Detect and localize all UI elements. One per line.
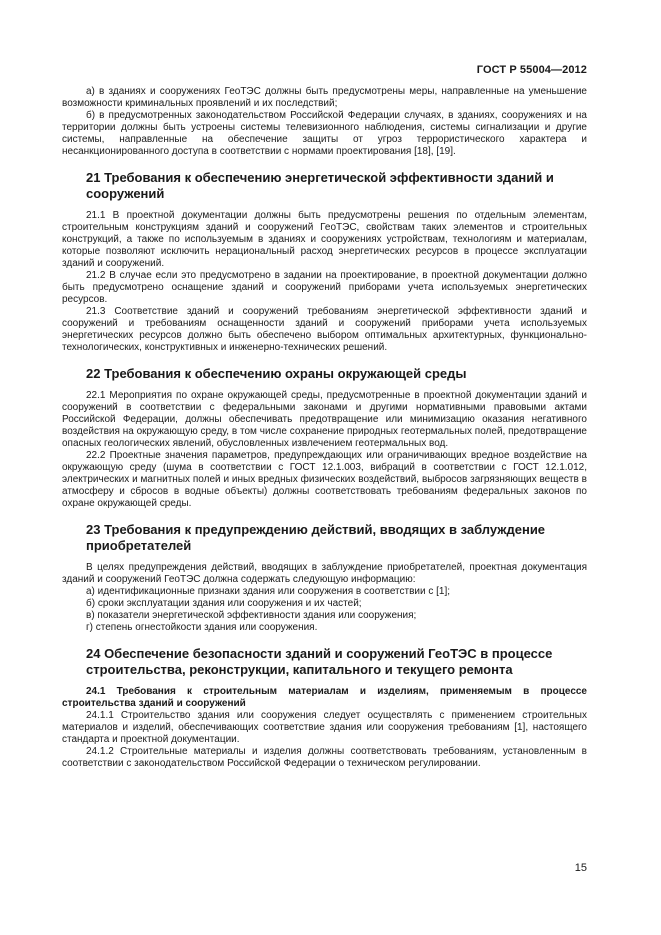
page-content bbox=[62, 86, 587, 770]
intro-item-a: а) в зданиях и сооружениях ГеоТЭС должны быть предусмотрены меры, направленные на уменьшение возможности криминальных проявлений и их последствий; bbox=[62, 86, 587, 109]
list-item: а) идентификационные признаки здания или сооружения в соответствии с [1]; bbox=[86, 586, 451, 597]
clause-21-1: 21.1 В проектной документации должны быть предусмотрены решения по отдельным элементам, строительным конструкциям зданий и сооружений ГеоТЭС, свойствам таких элементов и строительных конструкций, а также по используемым в зданиях и сооружениях устройствам, технологиям и материалам, которые позволяют исключить нерациональный расход энергетических ресурсов в процессе эксплуатации зданий и сооружений. bbox=[62, 210, 587, 269]
section-23-title: 23 Требования к предупреждению действий, вводящих в заблуждение приобретателей bbox=[86, 522, 546, 553]
document-page bbox=[62, 0, 587, 935]
clause-21-3: 21.3 Соответствие зданий и сооружений требованиям энергетической эффективности зданий и сооружений и требованиям оснащенности зданий и сооружений приборами учета используемых энергетических ресурсов должно быть обеспечено выбором оптимальных архитектурных, функционально-технологических, конструктивных и инженерно-технических решений. bbox=[62, 306, 587, 353]
clause-21-2: 21.2 В случае если это предусмотрено в задании на проектирование, в проектной документации должно быть предусмотрено оснащение зданий и сооружений приборами учета используемых энергетических ресурсов. bbox=[62, 270, 587, 305]
list-item: г) степень огнестойкости здания или сооружения. bbox=[86, 622, 318, 633]
clause-24-1-2: 24.1.2 Строительные материалы и изделия должны соответствовать требованиям, установленным в соответствии с законодательством Российской Федерации о техническом регулировании. bbox=[62, 746, 587, 769]
intro-item-b: б) в предусмотренных законодательством Российской Федерации случаях, в зданиях, сооружениях и на территории должны быть устроены системы телевизионного наблюдения, системы сигнализации и другие системы, направленные на обеспечение защиты от угроз террористического характера и несанкционированного доступа в соответствии с нормами проектирования [18], [19]. bbox=[62, 110, 587, 157]
list-item: б) сроки эксплуатации здания или сооружения и их частей; bbox=[86, 598, 362, 609]
list-item: в) показатели энергетической эффективности здания или сооружения; bbox=[86, 610, 417, 621]
section-24-title: 24 Обеспечение безопасности зданий и сооружений ГеоТЭС в процессе строительства, реконструкции, капитального и текущего ремонта bbox=[86, 646, 553, 677]
clause-22-1: 22.1 Мероприятия по охране окружающей среды, предусмотренные в проектной документации зданий и сооружений в соответствии с федеральными законами и другими нормативными правовыми актами Российской Федерации, должны обеспечивать предотвращение или минимизацию оказания негативного воздействия на окружающую среду, в том числе сохранение природных геотермальных полей, предотвращение опасных геологических явлений, обусловленных извлечением геотермальных вод. bbox=[62, 390, 587, 449]
section-21-title: 21 Требования к обеспечению энергетической эффективности зданий и сооружений bbox=[86, 170, 554, 201]
clause-22-2: 22.2 Проектные значения параметров, предупреждающих или ограничивающих вредное воздействие на окружающую среду (шума в соответствии с ГОСТ 12.1.003, вибраций в соответствии с ГОСТ 12.1.012, электрических и магнитных полей и иных вредных физических воздействий, выбросов загрязняющих веществ в атмосферу и сбросов в водные объекты) должны соответствовать требованиям федеральных законов по охране окружающей среды. bbox=[62, 450, 587, 509]
subsection-24-1-title: 24.1 Требования к строительным материалам и изделиям, применяемым в процессе строительства зданий и сооружений bbox=[62, 686, 587, 709]
section-23-intro: В целях предупреждения действий, вводящих в заблуждение приобретателей, проектная документация зданий и сооружений ГеоТЭС должна содержать следующую информацию: bbox=[62, 562, 587, 585]
standard-code: ГОСТ Р 55004—2012 bbox=[476, 64, 587, 76]
section-22-title: 22 Требования к обеспечению охраны окружающей среды bbox=[86, 366, 467, 381]
page-number: 15 bbox=[574, 862, 587, 874]
clause-24-1-1: 24.1.1 Строительство здания или сооружения следует осуществлять с применением строительных материалов и изделий, обеспечивающих соответствие здания или сооружения требованиям [1], настоящего стандарта и проектной документации. bbox=[62, 710, 587, 745]
